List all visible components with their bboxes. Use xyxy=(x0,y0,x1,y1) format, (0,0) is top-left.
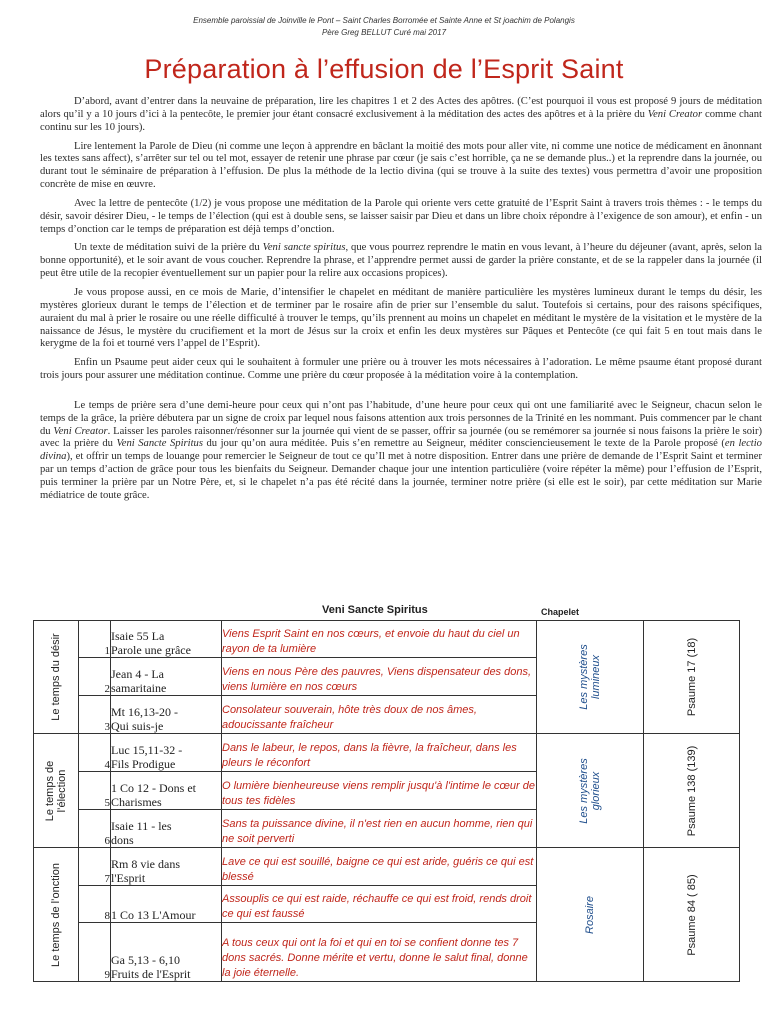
scripture-ref: Isaie 55 La Parole une grâce xyxy=(111,621,222,658)
day-number: 7 xyxy=(79,848,111,886)
scripture-ref: Rm 8 vie dans l'Esprit xyxy=(111,848,222,886)
day-number: 2 xyxy=(79,658,111,696)
scripture-ref: 1 Co 13 L'Amour xyxy=(111,886,222,923)
header-parish: Ensemble paroissial de Joinville le Pont – Saint Charles Borromée et Sainte Anne et St joachim de Polangis xyxy=(193,16,575,25)
scripture-ref: Ga 5,13 - 6,10 Fruits de l'Esprit xyxy=(111,923,222,982)
prayer-text: Assouplis ce qui est raide, réchauffe ce qui est froid, rends droit ce qui est faussé xyxy=(222,886,537,923)
table-row xyxy=(34,621,740,658)
scripture-ref: Mt 16,13-20 - Qui suis-je xyxy=(111,696,222,734)
group-label-cell xyxy=(34,848,79,982)
table-row xyxy=(34,734,740,772)
paragraph-3: Avec la lettre de pentecôte (1/2) je vous propose une méditation de la Parole qui oriente vers cette gratuité de l’Esprit Saint à travers trois thèmes : - le temps du désir, savoir désirer Dieu, - le temps de l’élection (qui est à double sens, se laisser saisir par Dieu et dans un libre choix répondre à l’exigence de son amour), et enfin - un temps d’onction car le temps de préparation est déjà temps d’onction. xyxy=(40,197,762,235)
paragraph-7: Le temps de prière sera d’une demi-heure pour ceux qui n’ont pas l’habitude, d’une heure pour ceux qui ont une familiarité avec le Seigneur, chacun selon le temps de la grâce, la prière débutera par un signe de croix par lequel nous faisons attention aux trois personnes de la Trinité en les nommant. Puis commencer par le chant du Veni Creator. Laisser les paroles raisonner/résonner sur la journée qui vient de se passer, offrir sa journée (ou se remémorer sa journée si nous faisons la prière le soir) avec la prière du Veni Sancte Spiritus du jour qu’on aura méditée. Puis s’en remettre au Seigneur, méditer consciencieusement le texte de la Parole proposé (en lectio divina), et offrir un temps de louange pour remercier le Seigneur de tout ce qu’Il met à notre disposition. Entrer dans une prière de demande de l’Esprit Saint et terminer par un temps d’action de grâce pour tous les bienfaits du Seigneur. Demander chaque jour une intention particulière (voire répéter la même) pour l’effusion de l’Esprit, puis terminer la prière par un Notre Père, et, si le chapelet n’a pas été récité dans la journée, terminer notre prière (si elle est le soir), par cette méditation sur Marie médiatrice de toute grâce. xyxy=(40,399,763,501)
paragraph-6: Enfin un Psaume peut aider ceux qui le souhaitent à formuler une prière ou à trouver les mots nécessaires à l’adoration. Le même psaume étant proposé durant trois jours pour assurer une méditation continue. Comme une prière du cœur proposée à la méditation voire à la contemplation. xyxy=(40,357,762,382)
day-number: 4 xyxy=(79,734,111,772)
day-number: 3 xyxy=(79,696,111,734)
prayer-text: A tous ceux qui ont la foi et qui en toi se confient donne tes 7 dons sacrés. Donne mérite et vertu, donne le salut final, donne la joie éternelle. xyxy=(222,923,537,982)
paragraph-2: Lire lentement la Parole de Dieu (ni comme une leçon à apprendre en bâclant la moitié des mots pour aller vite, ni comme une notice de médicament en ânonnant les textes sans affect), s’arrêter sur tel ou tel mot, essayer de retenir une phrase par cœur (je sais c’est horrible, ça ne se demande plus..) et la reprendre dans la journée, ou durant tout le séminaire de préparation à l’effusion. De plus la méthode de la lectio divina (qui se trouve à la suite des textes) vous permettra d’avoir une proposition concrète de mise en œuvre. xyxy=(40,140,762,191)
chapelet-cell xyxy=(537,734,644,848)
meditation-table xyxy=(33,620,740,982)
body-text xyxy=(40,96,762,509)
chapelet-cell xyxy=(537,621,644,734)
chapelet-label: Les mystères lumineux xyxy=(578,644,602,710)
chapelet-label: Rosaire xyxy=(584,895,596,934)
chapelet-label: Les mystères glorieux xyxy=(578,757,602,824)
day-number: 8 xyxy=(79,886,111,923)
day-number: 1 xyxy=(79,621,111,658)
day-number: 9 xyxy=(79,923,111,982)
prayer-text: Sans ta puissance divine, il n'est rien en aucun homme, rien qui ne soit perverti xyxy=(222,810,537,848)
prayer-text: Lave ce qui est souillé, baigne ce qui est aride, guéris ce qui est blessé xyxy=(222,848,537,886)
chapelet-cell xyxy=(537,848,644,982)
group-label: Le temps du désir xyxy=(50,633,62,721)
group-label: Le temps de l’onction xyxy=(50,862,62,967)
table-row xyxy=(34,848,740,886)
group-label: Le temps de l’élection xyxy=(44,760,68,821)
day-number: 6 xyxy=(79,810,111,848)
paragraph-5: Je vous propose aussi, en ce mois de Marie, d’intensifier le chapelet en méditant de manière particulière les mystères lumineux durant le temps du désir, les mystères glorieux durant le temps de l’élection et de terminer par le rosaire afin de prier sur l’ensemble du salut. Toutefois si certains, pour des raisons spécifiques, auraient du mal à prier le rosaire ou une réelle difficulté à trouver le temps, qu’ils prennent au moins un chapelet en méditant le mystère de la visitation et le mystère de la naissance de Jésus, le mystère du crucifiement et la mort de Jésus sur la croix et enfin les deux mystères sur Pâques et Pentecôte (ce qui fait 5 en tout mais dans le kerygme de la foi et tourné vers l’appel de l’Esprit). xyxy=(40,286,762,350)
prayer-text: Consolateur souverain, hôte très doux de nos âmes, adoucissante fraîcheur xyxy=(222,696,537,734)
psaume-cell xyxy=(644,734,740,848)
paragraph-4: Un texte de méditation suivi de la prière du Veni sancte spiritus, que vous pourrez reprendre le matin en vous levant, à l’heure du déjeuner (avant, après, selon la bonne opportunité), et le soir avant de vous coucher. Reprendre la phrase, et l’apprendre permet aussi de garder la prière constante, et de se la rappeler dans la journée (il peut être utile de la recopier éventuellement sur un papier pour la relire aux occasions propices). xyxy=(40,242,763,280)
day-number: 5 xyxy=(79,772,111,810)
prayer-text: O lumière bienheureuse viens remplir jusqu'à l'intime le cœur de tous tes fidèles xyxy=(222,772,537,810)
group-label-cell xyxy=(34,734,79,848)
prayer-text: Dans le labeur, le repos, dans la fièvre, la fraîcheur, dans les pleurs le réconfort xyxy=(222,734,537,772)
page-title: Préparation à l’effusion de l’Esprit Saint xyxy=(144,54,624,84)
header-priest: Père Greg BELLUT Curé mai 2017 xyxy=(321,28,447,37)
scripture-ref: Luc 15,11-32 - Fils Prodigue xyxy=(111,734,222,772)
psaume-label: Psaume 138 (139) xyxy=(685,745,698,836)
psaume-cell xyxy=(644,848,740,982)
column-header-veni: Veni Sancte Spiritus xyxy=(322,604,428,616)
psaume-label: Psaume 84 ( 85) xyxy=(685,873,698,956)
paragraph-1: D’abord, avant d’entrer dans la neuvaine de préparation, lire les chapitres 1 et 2 des Actes des apôtres. (C’est pourquoi il vous est proposé 9 jours de méditation alors qu’il y a 10 jours d’ici à la pentecôte, le premier jour étant consacré exclusivement à la méditation des actes des apôtres et à la prière du Veni Creator comme chant continu sur les 10 jours). xyxy=(40,96,763,133)
scripture-ref: 1 Co 12 - Dons et Charismes xyxy=(111,772,222,810)
column-header-chapelet: Chapelet xyxy=(541,607,580,617)
psaume-label: Psaume 17 (18) xyxy=(685,637,698,717)
prayer-text: Viens en nous Père des pauvres, Viens dispensateur des dons, viens lumière en nos cœurs xyxy=(222,658,537,696)
scripture-ref: Jean 4 - La samaritaine xyxy=(111,658,222,696)
group-label-cell xyxy=(34,621,79,734)
scripture-ref: Isaie 11 - les dons xyxy=(111,810,222,848)
psaume-cell xyxy=(644,621,740,734)
prayer-text: Viens Esprit Saint en nos cœurs, et envoie du haut du ciel un rayon de ta lumière xyxy=(222,621,537,658)
